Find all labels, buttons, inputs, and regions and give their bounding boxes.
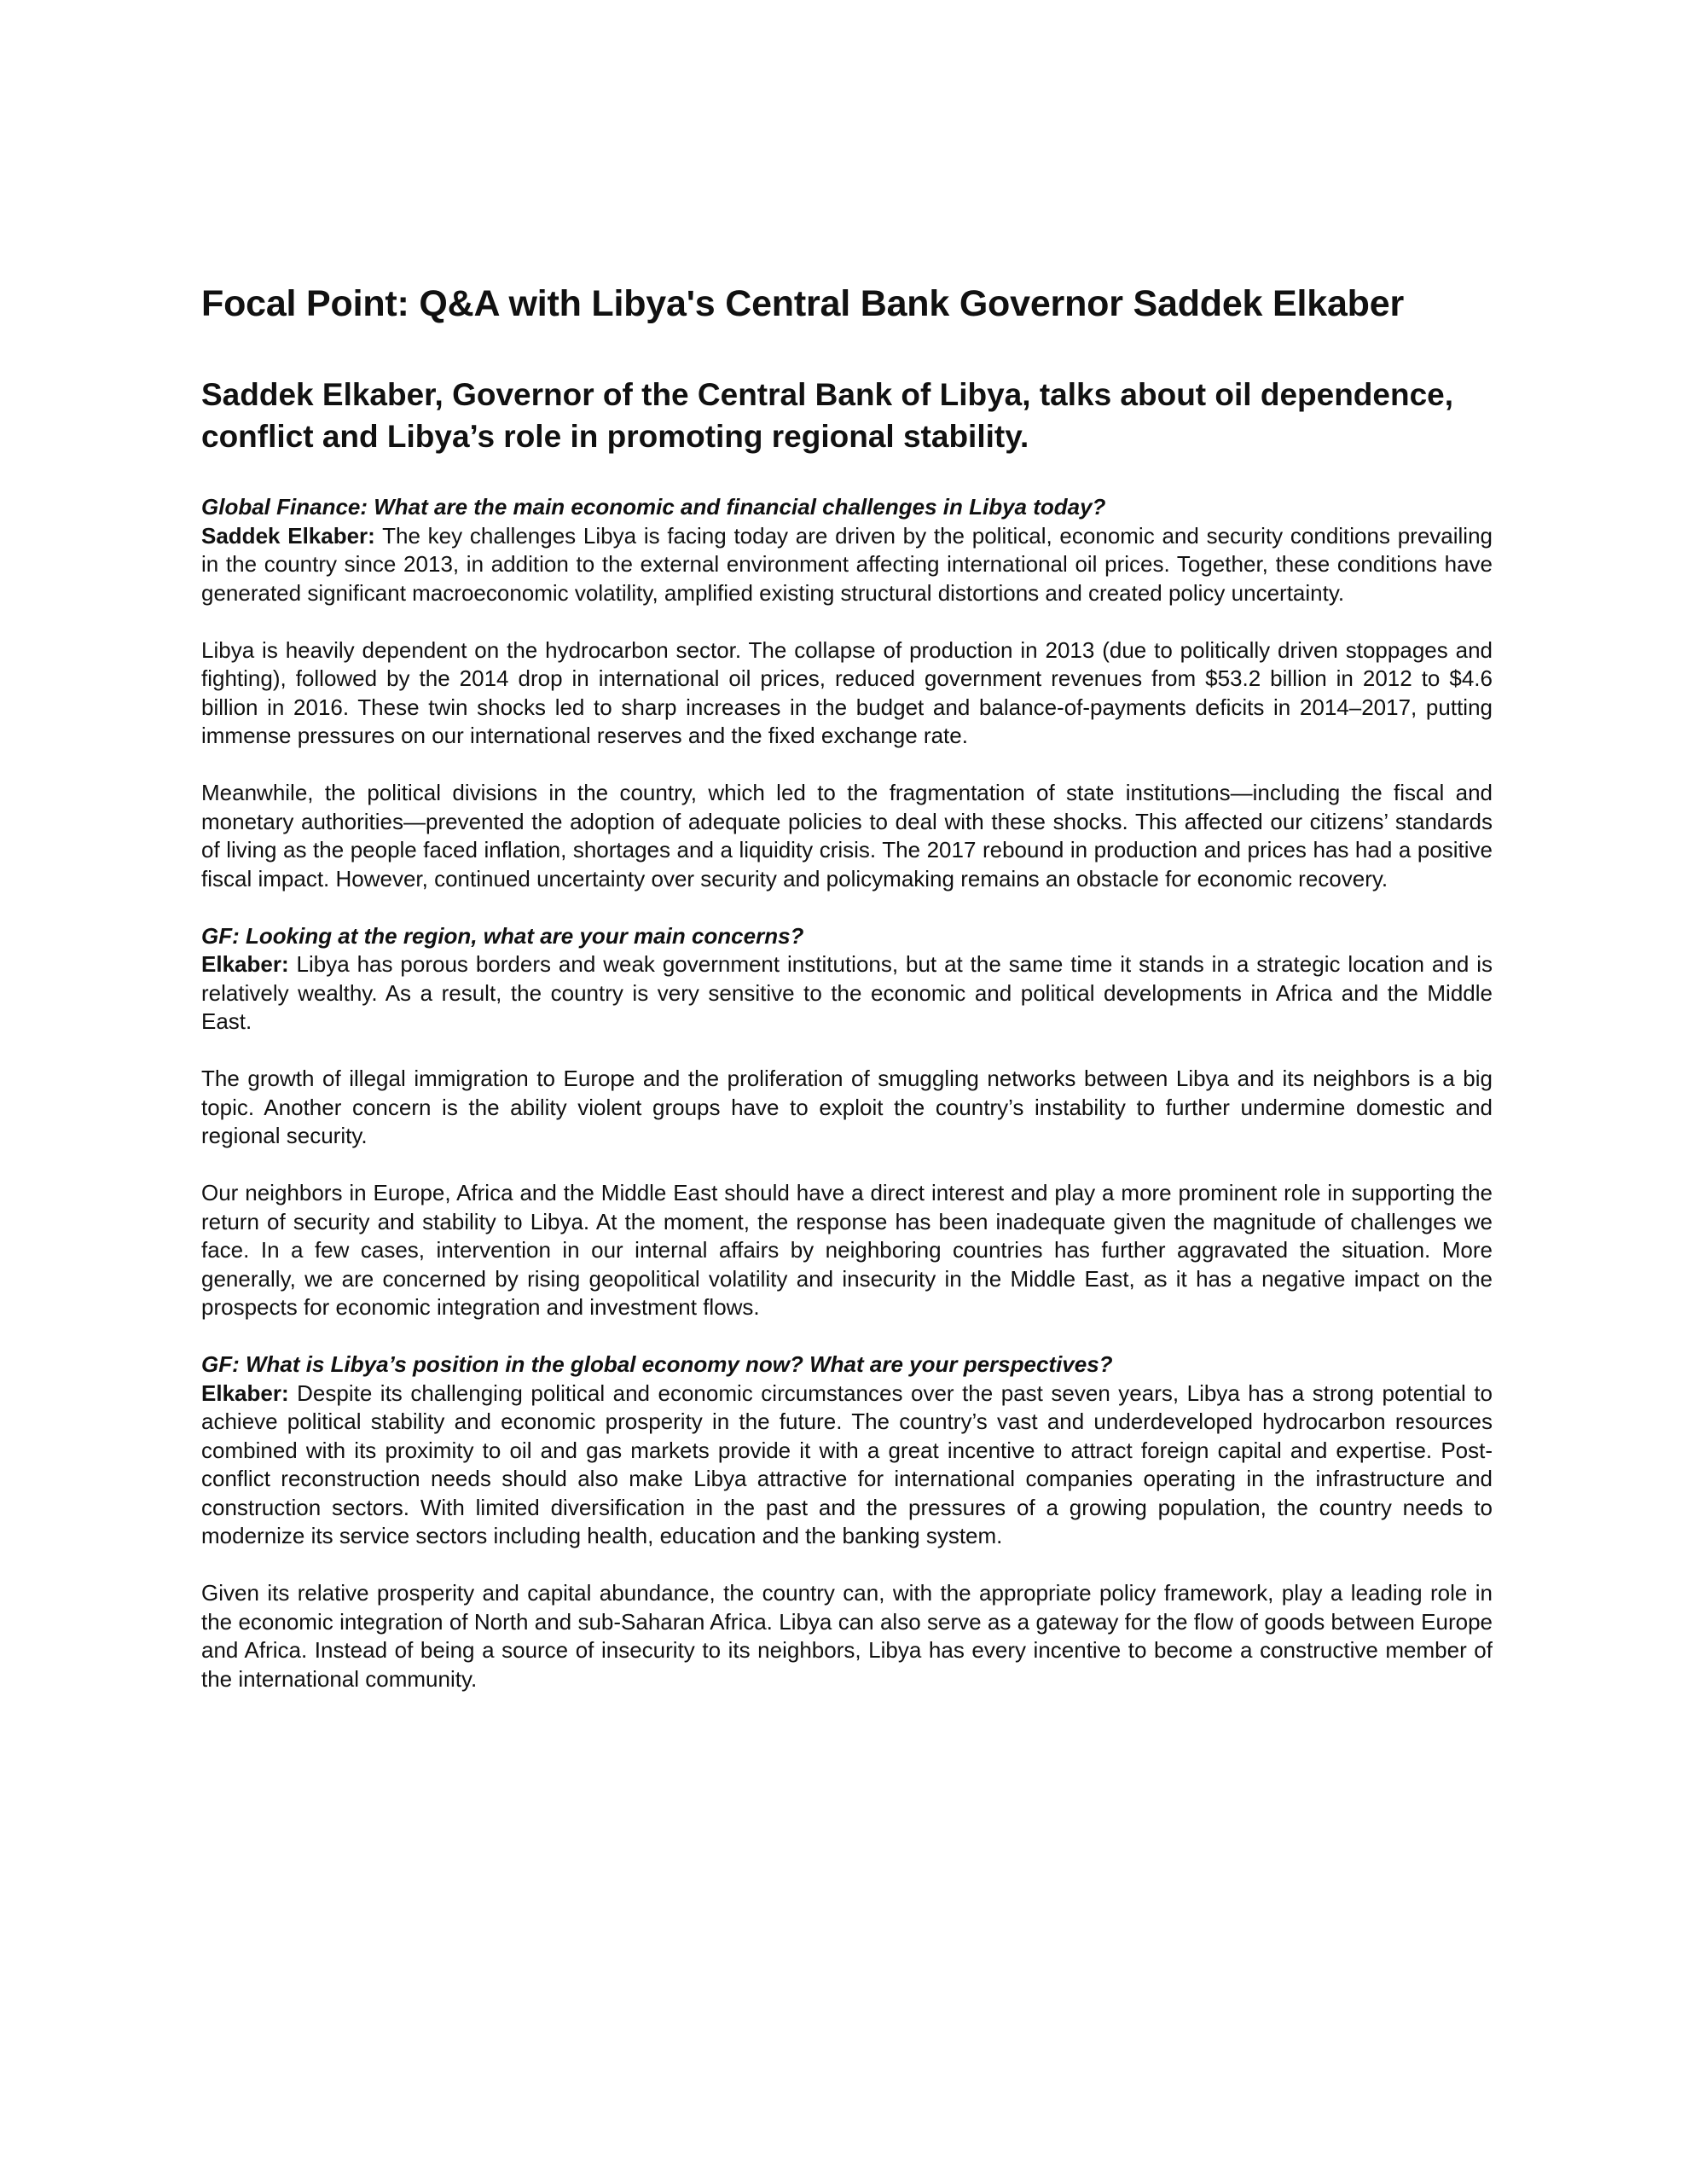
question-1: Global Finance: What are the main economic and financial challenges in Libya today? [201, 494, 1106, 520]
paragraph-2-1: The growth of illegal immigration to Europe and the proliferation of smuggling networks between Libya and its neighbors is a big topic. Another concern is the ability violent groups have to exploit the country’s instability to further undermine domestic and regional security. [201, 1066, 1493, 1148]
question-3: GF: What is Libya’s position in the global economy now? What are your perspectives? [201, 1351, 1113, 1377]
document-page [201, 282, 1493, 1722]
document-title: Focal Point: Q&A with Libya's Central Bank Governor Saddek Elkaber [201, 283, 1404, 324]
answer-3: Despite its challenging political and economic circumstances over the past seven years, Libya has a strong potential to achieve political stability and economic prosperity in the future. The country’s vast and underdeveloped hydrocarbon resources combined with its proximity to oil and gas markets provide it with a great incentive to attract foreign capital and expertise. Post-conflict reconstruction needs should also make Libya attractive for international companies operating in the infrastructure and construction sectors. With limited diversification in the past and the pressures of a growing population, the country needs to modernize its service sectors including health, education and the banking system. [201, 1380, 1493, 1548]
paragraph-3-1: Given its relative prosperity and capital abundance, the country can, with the appropriate policy framework, play a leading role in the economic integration of North and sub-Saharan Africa. Libya can also serve as a gateway for the flow of goods between Europe and Africa. Instead of being a source of insecurity to its neighbors, Libya has every incentive to become a constructive member of the international community. [201, 1580, 1493, 1692]
answer-2: Libya has porous borders and weak government institutions, but at the same time it stands in a strategic location and is relatively wealthy. As a result, the country is very sensitive to the economic and political developments in Africa and the Middle East. [201, 951, 1493, 1034]
qa-block-3 [201, 1350, 1493, 1551]
paragraph-1-1: Libya is heavily dependent on the hydrocarbon sector. The collapse of production in 2013 (due to politically driven stoppages and fighting), followed by the 2014 drop in international oil prices, reduced government revenues from $53.2 billion in 2012 to $4.6 billion in 2016. These twin shocks led to sharp increases in the budget and balance-of-payments deficits in 2014–2017, putting immense pressures on our international reserves and the fixed exchange rate. [201, 636, 1493, 748]
qa-block-2 [201, 922, 1493, 1037]
paragraph-1-2: Meanwhile, the political divisions in the country, which led to the fragmentation of state institutions—including the fiscal and monetary authorities—prevented the adoption of adequate policies to deal with these shocks. This affected our citizens’ standards of living as the people faced inflation, shortages and a liquidity crisis. The 2017 rebound in production and prices has had a positive fiscal impact. However, continued uncertainty over security and policymaking remains an obstacle for economic recovery. [201, 780, 1493, 892]
qa-block-1 [201, 493, 1493, 607]
speaker-label-3: Elkaber: [201, 1380, 289, 1406]
speaker-label-1: Saddek Elkaber: [201, 522, 375, 549]
document-subtitle: Saddek Elkaber, Governor of the Central Bank of Libya, talks about oil dependence, conflict and Libya’s role in promoting regional stability. [201, 377, 1454, 454]
question-2: GF: Looking at the region, what are your main concerns? [201, 922, 804, 949]
answer-1: The key challenges Libya is facing today are driven by the political, economic and security conditions prevailing in the country since 2013, in addition to the external environment affecting international oil prices. Together, these conditions have generated significant macroeconomic volatility, amplified existing structural distortions and created policy uncertainty. [201, 522, 1493, 606]
speaker-label-2: Elkaber: [201, 951, 289, 977]
paragraph-2-2: Our neighbors in Europe, Africa and the Middle East should have a direct interest and play a more prominent role in supporting the return of security and stability to Libya. At the moment, the response has been inadequate given the magnitude of challenges we face. In a few cases, intervention in our internal affairs by neighboring countries has further aggravated the situation. More generally, we are concerned by rising geopolitical volatility and insecurity in the Middle East, as it has a negative impact on the prospects for economic integration and investment flows. [201, 1180, 1493, 1320]
